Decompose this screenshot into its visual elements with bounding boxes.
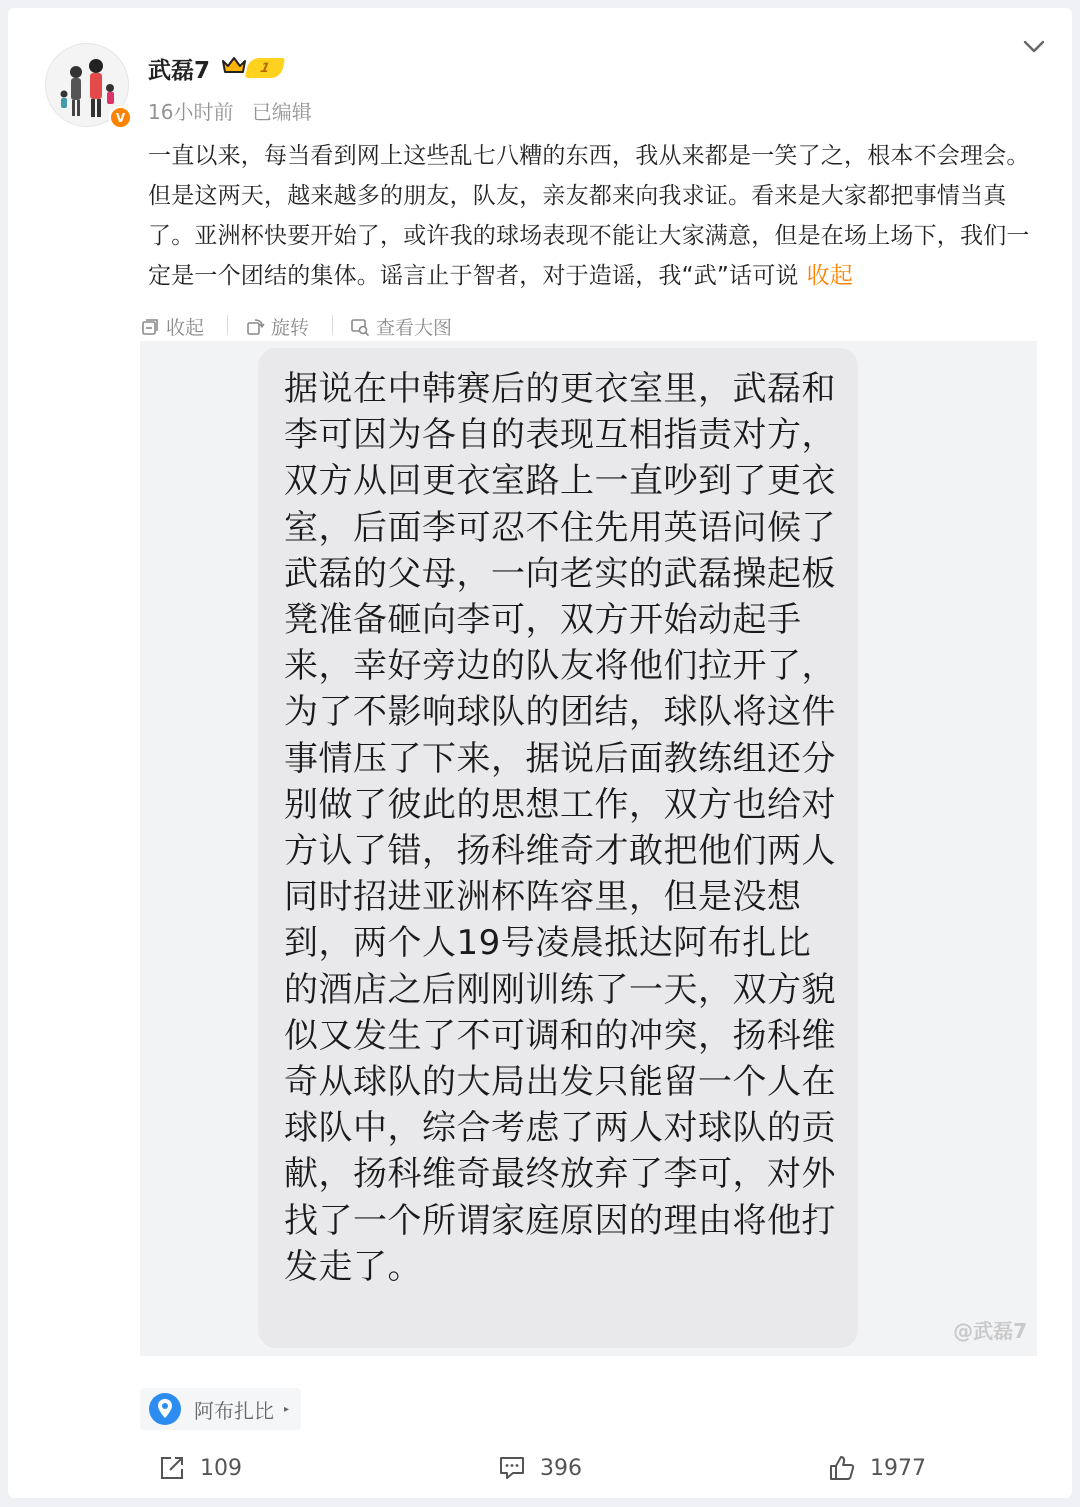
- like-button[interactable]: [828, 1454, 926, 1482]
- collapse-icon: [140, 317, 160, 337]
- repost-button[interactable]: [158, 1454, 242, 1482]
- collapse-text-button[interactable]: 收起: [806, 263, 854, 289]
- location-name: 阿布扎比: [194, 1398, 274, 1423]
- view-large-label: 查看大图: [376, 317, 453, 339]
- image-watermark: @武磊7: [953, 1319, 1027, 1343]
- collapse-label: 收起: [166, 317, 205, 339]
- toolbar-divider: [332, 315, 333, 335]
- edited-label[interactable]: 已编辑: [251, 100, 312, 124]
- chevron-down-icon[interactable]: [1021, 36, 1047, 56]
- location-tag[interactable]: [140, 1388, 301, 1430]
- repost-icon: [158, 1454, 186, 1482]
- caret-right-icon: ▸: [284, 1403, 290, 1415]
- level-badge: 1: [245, 58, 285, 78]
- weibo-post-card: [8, 8, 1072, 1498]
- like-count: 1977: [870, 1455, 926, 1481]
- bubble-text: 据说在中韩赛后的更衣室里，武磊和李可因为各自的表现互相指责对方，双方从回更衣室路上一直吵到了更衣室，后面李可忍不住先用英语问候了武磊的父母，一向老实的武磊操起板凳准备砸向李可，双方开始动起手来，幸好旁边的队友将他们拉开了，为了不影响球队的团结，球队将这件事情压了下来，据说后面教练组还分别做了彼此的思想工作，双方也给对方认了错，扬科维奇才敢把他们两人同时招进亚洲杯阵容里，但是没想到，两个人19号凌晨抵达阿布扎比的酒店之后刚刚训练了一天，双方貌似又发生了不可调和的冲突，扬科维奇从球队的大局出发只能留一个人在球队中，综合考虑了两人对球队的贡献，扬科维奇最终放弃了李可，对外找了一个所谓家庭原因的理由将他打发走了。: [284, 369, 836, 1287]
- post-image[interactable]: [140, 341, 1037, 1356]
- rotate-label: 旋转: [271, 317, 310, 339]
- message-bubble: [258, 348, 858, 1348]
- post-body: 一直以来，每当看到网上这些乱七八糟的东西，我从来都是一笑了之，根本不会理会。但是这两天，越来越多的朋友，队友，亲友都来向我求证。看来是大家都把事情当真了。亚洲杯快要开始了，或许我的球场表现不能让大家满意，但是在场上场下，我们一定是一个团结的集体。谣言止于智者，对于造谣，我“武”话可说: [148, 143, 1030, 289]
- comment-icon: [498, 1454, 526, 1482]
- rotate-icon: [245, 317, 265, 337]
- post-meta: [148, 96, 312, 125]
- comment-count: 396: [540, 1455, 582, 1481]
- thumbs-up-icon: [828, 1454, 856, 1482]
- rotate-button[interactable]: [245, 313, 309, 340]
- post-time[interactable]: 16小时前: [148, 100, 234, 124]
- post-text: [148, 136, 1048, 296]
- verified-badge: V: [109, 106, 132, 129]
- crown-icon: [221, 55, 247, 75]
- collapse-image-button[interactable]: [140, 313, 204, 340]
- view-large-button[interactable]: [350, 313, 452, 340]
- toolbar-divider: [227, 315, 228, 335]
- username[interactable]: 武磊7: [148, 58, 211, 84]
- comment-button[interactable]: [498, 1454, 582, 1482]
- repost-count: 109: [200, 1455, 242, 1481]
- location-pin-icon: [148, 1392, 182, 1426]
- image-toolbar: [8, 293, 1072, 343]
- view-large-icon: [350, 317, 370, 337]
